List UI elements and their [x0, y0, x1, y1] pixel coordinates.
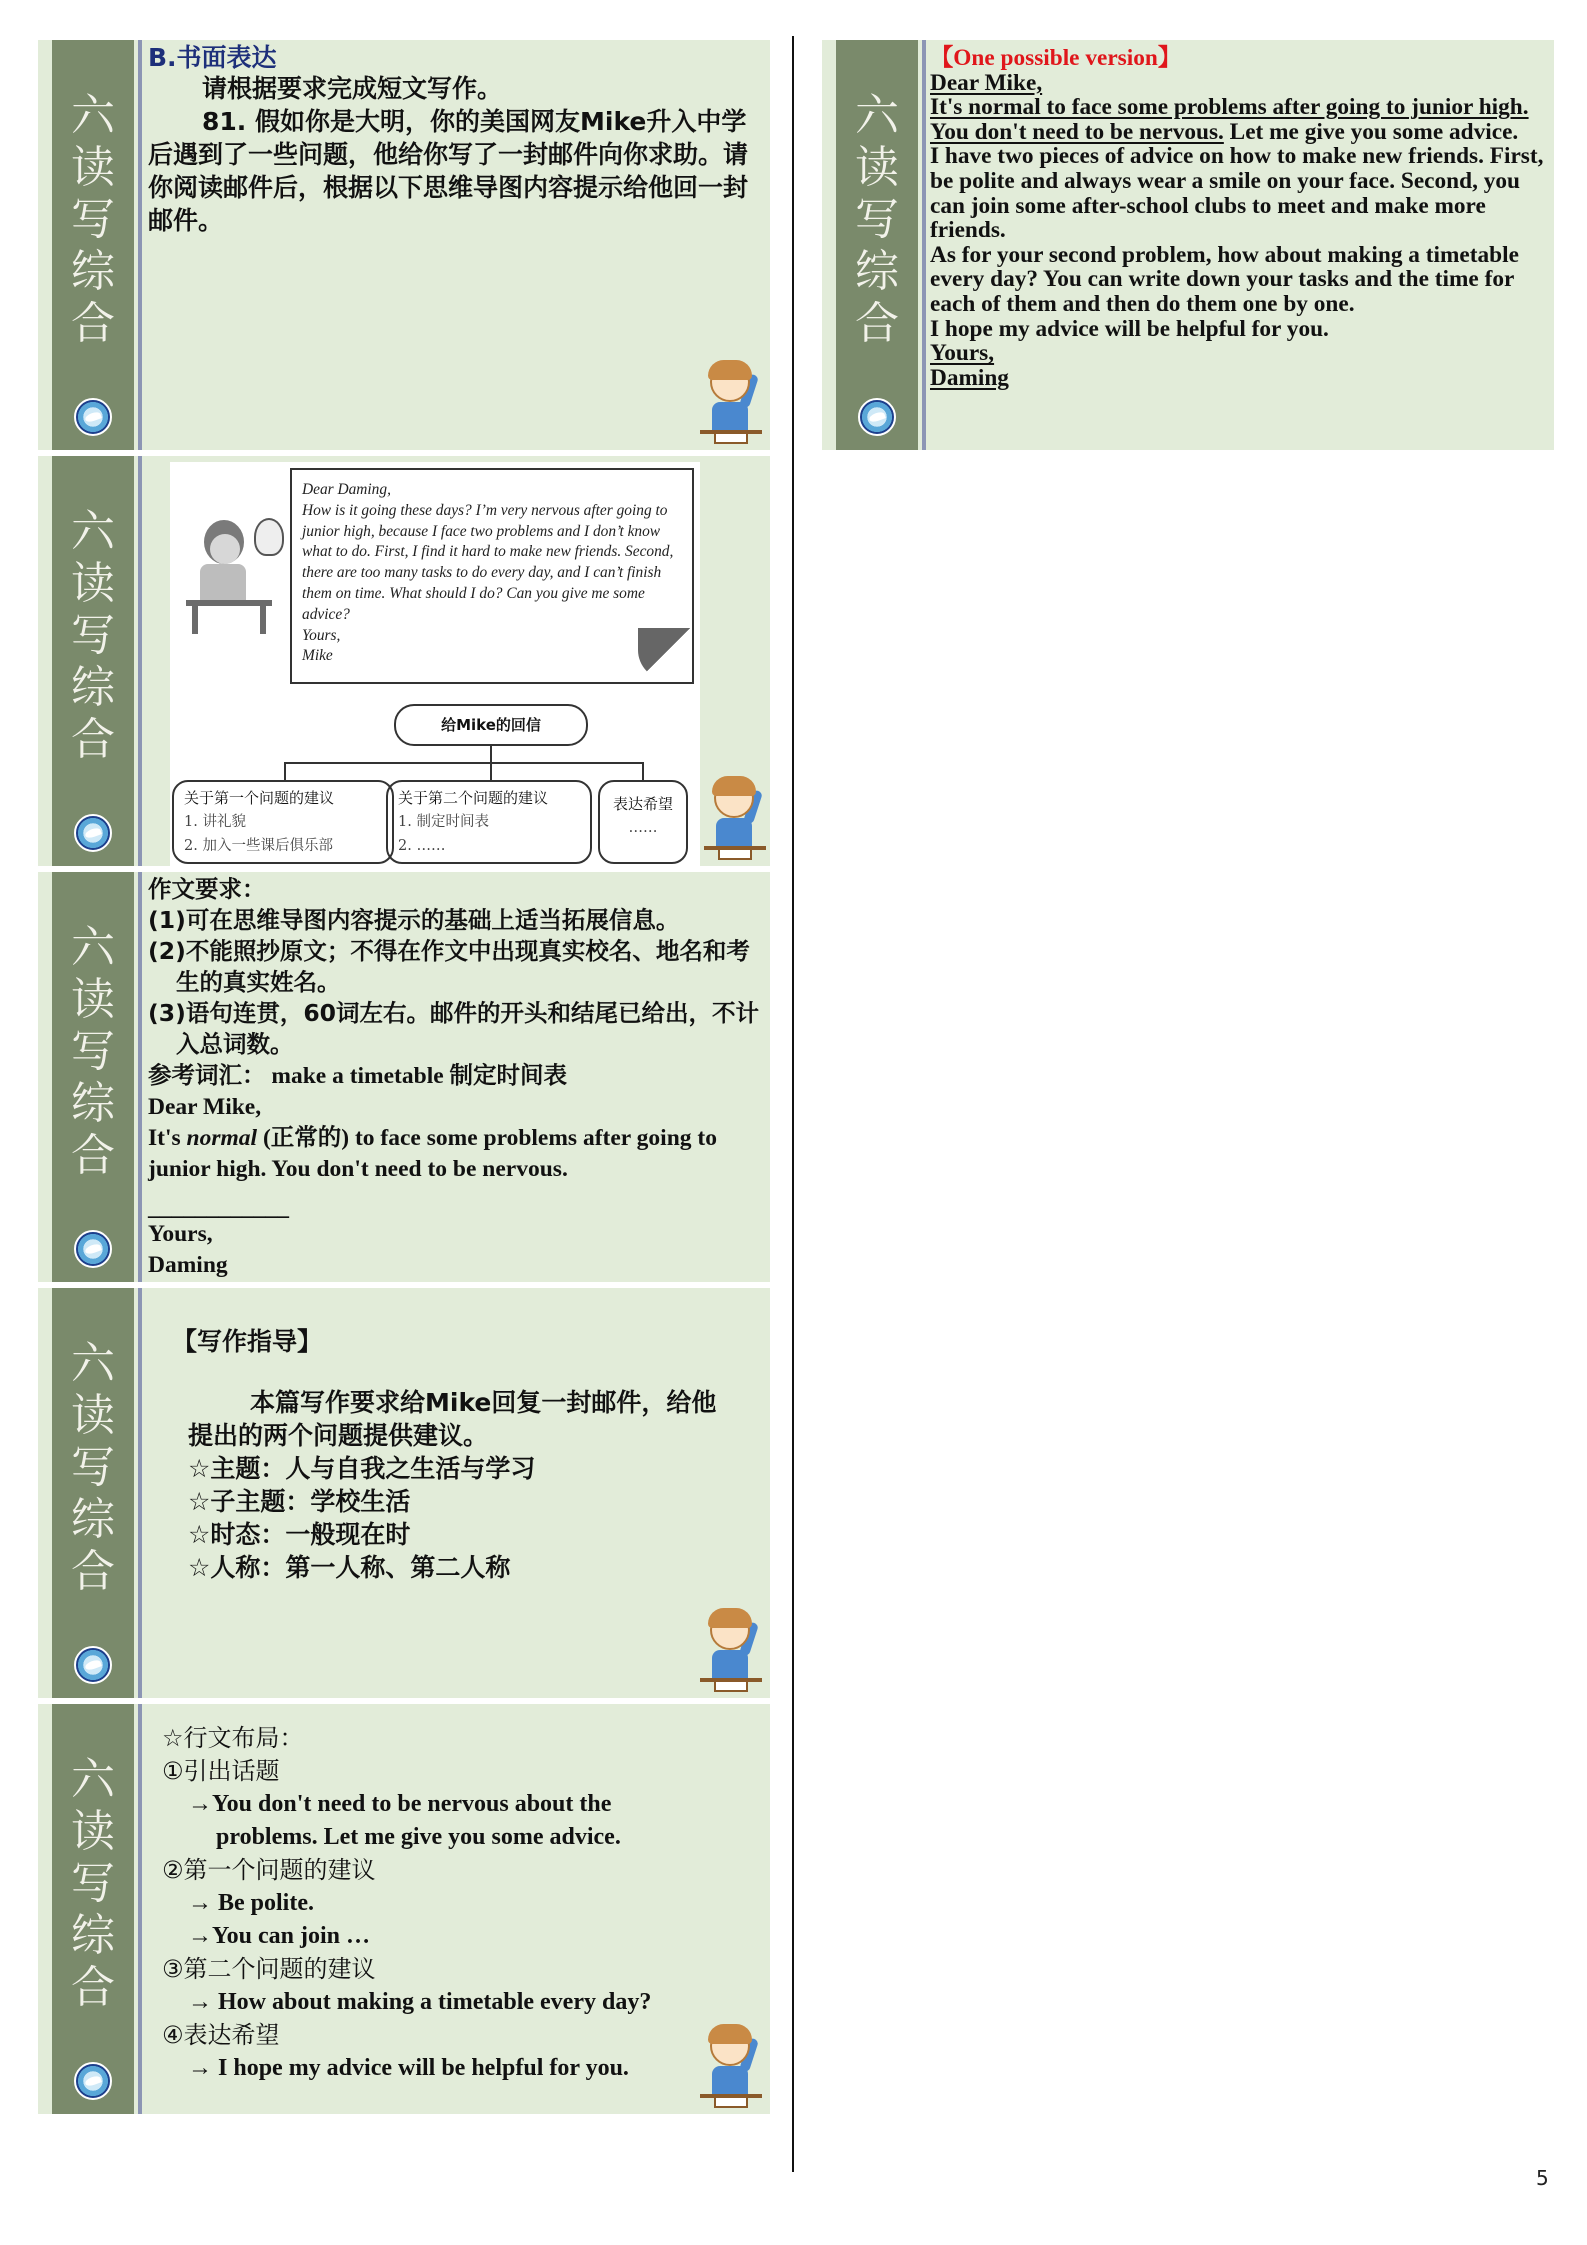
slide-requirements — [38, 872, 770, 1282]
school-logo-icon — [74, 2062, 112, 2100]
sample-signature: Daming — [930, 364, 1009, 391]
vocab-text: make a timetable 制定时间表 — [271, 1063, 568, 1089]
section-line: → I hope my advice will be helpful for you. — [188, 2055, 629, 2081]
sample-opening-underlined: It's normal to face some problems after going to junior high. You don't need to be nervous. — [930, 94, 1529, 145]
slide-structure — [38, 1704, 770, 2114]
mindmap-branch-1 — [172, 780, 394, 864]
branch-item: 1. 讲礼貌 — [184, 814, 246, 830]
reply-greeting: Dear Mike, — [148, 1094, 262, 1120]
sidebar-char: 合 — [71, 298, 115, 349]
sidebar-title — [52, 90, 134, 350]
section-line: → Be polite. — [188, 1890, 314, 1916]
question-text: 81. 假如你是大明，你的美国网友Mike升入中学后遇到了一些问题，他给你写了一封邮件向你求助。请你阅读邮件后，根据以下思维导图内容提示给他回一封邮件。 — [148, 107, 749, 235]
mindmap-branch-3 — [598, 780, 688, 864]
email-figure — [170, 462, 700, 866]
slide-content — [150, 460, 760, 862]
branch-item: 2. …… — [398, 838, 446, 854]
lightbulb-icon — [254, 518, 284, 556]
slide-email-mindmap — [38, 456, 770, 866]
sidebar-char: 读 — [71, 558, 115, 609]
section-label: ③第二个问题的建议 — [162, 1955, 376, 1983]
sidebar-title — [52, 1754, 134, 2014]
sidebar-char: 写 — [71, 1858, 115, 1909]
instruction-text: 请根据要求完成短文写作。 — [202, 74, 503, 103]
school-logo-icon — [74, 1646, 112, 1684]
letter-body: How is it going these days? I’m very nervous after going to junior high, because I face two problems and I don’t know what to do. First, I find it hard to make new friends. Second, there are too many tasks to do every day, and I can’t finish them on time. What should I do? Can you give me some advice? — [302, 501, 674, 623]
sidebar-char: 写 — [71, 1442, 115, 1493]
reply-closing: Yours, — [148, 1221, 213, 1247]
sample-paragraph-1 — [930, 95, 1544, 144]
sidebar-char: 合 — [71, 1546, 115, 1597]
sidebar-char: 六 — [71, 1338, 115, 1389]
sidebar-accent-line — [922, 40, 926, 450]
slide-content — [148, 1708, 760, 2110]
sidebar-char: 读 — [71, 142, 115, 193]
sample-title: 【One possible version】 — [930, 45, 1182, 71]
sample-paragraph-2: I have two pieces of advice on how to make new friends. First, be polite and always wear a smile on your face. Second, you can join some after-school clubs to meet and make more friends. — [930, 143, 1544, 244]
mindmap-connector — [490, 746, 492, 762]
school-logo-icon — [74, 1230, 112, 1268]
sidebar-char: 综 — [71, 1078, 115, 1129]
sidebar-char: 综 — [71, 662, 115, 713]
sidebar-title — [52, 922, 134, 1182]
sidebar-char: 写 — [71, 1026, 115, 1077]
guide-intro: 本篇写作要求给Mike回复一封邮件，给他提出的两个问题提供建议。 — [188, 1388, 717, 1450]
cartoon-student-icon — [700, 1608, 762, 1694]
vocab-line — [148, 1060, 760, 1092]
page-number: 5 — [1536, 2166, 1549, 2190]
branch-item: 1. 制定时间表 — [398, 814, 489, 830]
slide-writing-task — [38, 40, 770, 450]
section-label: ②第一个问题的建议 — [162, 1856, 376, 1884]
guide-point: ☆人称：第一人称、第二人称 — [188, 1553, 511, 1582]
school-logo-icon — [858, 398, 896, 436]
opening-text: It's — [148, 1125, 187, 1151]
opening-text: (正常的) to face some problems after going to junior high. You don't need to be nervous. — [148, 1125, 717, 1182]
reply-opening — [148, 1123, 760, 1185]
requirement-1: (1)可在思维导图内容提示的基础上适当拓展信息。 — [148, 906, 680, 934]
structure-title: ☆行文布局： — [162, 1724, 304, 1752]
guide-point: ☆主题：人与自我之生活与学习 — [188, 1454, 536, 1483]
reply-signature: Daming — [148, 1252, 228, 1278]
cartoon-student-icon — [700, 2024, 762, 2110]
slide-content — [148, 1292, 760, 1694]
mindmap-connector — [284, 762, 286, 780]
opening-italic: normal — [186, 1125, 258, 1151]
sidebar-accent-line — [138, 40, 142, 450]
slide-content — [930, 46, 1544, 446]
section-label: ①引出话题 — [162, 1757, 280, 1785]
sidebar-char: 读 — [71, 1390, 115, 1441]
mindmap-connector — [642, 762, 644, 780]
sidebar-accent-line — [138, 1704, 142, 2114]
mindmap-root: 给Mike的回信 — [394, 704, 588, 746]
sample-closing: Yours, — [930, 340, 995, 367]
section-line: →You can join … — [188, 1923, 371, 1949]
branch-item: 2. 加入一些课后俱乐部 — [184, 838, 333, 854]
mindmap-connector — [490, 762, 492, 780]
sidebar-char: 综 — [71, 246, 115, 297]
mindmap-connector — [284, 762, 642, 764]
requirement-2: (2)不能照抄原文；不得在作文中出现真实校名、地名和考生的真实姓名。 — [148, 937, 750, 996]
letter-closing: Yours, — [302, 626, 341, 644]
requirement-3: (3)语句连贯，60词左右。邮件的开头和结尾已给出，不计入总词数。 — [148, 999, 760, 1058]
sidebar-title — [52, 506, 134, 766]
guide-point: ☆时态：一般现在时 — [188, 1520, 411, 1549]
vocab-label: 参考词汇： — [148, 1061, 266, 1089]
sample-paragraph-4: I hope my advice will be helpful for you. — [930, 315, 1329, 342]
slide-sample-answer — [822, 40, 1554, 450]
sample-paragraph-3: As for your second problem, how about making a timetable every day? You can write down your tasks and the time for each of them and then do them one by one. — [930, 241, 1519, 317]
sidebar-title — [836, 90, 918, 350]
guide-body — [188, 1386, 728, 1584]
section-line: → How about making a timetable every day? — [188, 1989, 652, 2015]
letter-greeting: Dear Daming, — [302, 481, 391, 498]
section-label: ④表达希望 — [162, 2021, 280, 2049]
sidebar-char: 六 — [71, 506, 115, 557]
branch-title: 表达希望 — [612, 795, 673, 813]
sidebar-char: 读 — [71, 1806, 115, 1857]
section-line: problems. Let me give you some advice. — [216, 1824, 621, 1850]
sidebar-char: 六 — [855, 90, 899, 141]
sidebar-char: 综 — [71, 1910, 115, 1961]
slide-writing-guide — [38, 1288, 770, 1698]
sidebar-title — [52, 1338, 134, 1598]
sidebar-char: 读 — [71, 974, 115, 1025]
guide-point: ☆子主题：学校生活 — [188, 1487, 411, 1516]
section-line: →You don't need to be nervous about the — [188, 1791, 612, 1817]
letter-signature: Mike — [302, 647, 333, 665]
sidebar-char: 综 — [71, 1494, 115, 1545]
guide-title: 【写作指导】 — [172, 1327, 323, 1356]
branch-title: 关于第二个问题的建议 — [398, 789, 549, 807]
sidebar-char: 合 — [71, 714, 115, 765]
slide-content — [148, 44, 760, 446]
requirements-title: 作文要求： — [148, 875, 266, 903]
sidebar-accent-line — [138, 456, 142, 866]
sidebar-char: 写 — [71, 610, 115, 661]
sidebar-char: 合 — [855, 298, 899, 349]
sidebar-char: 六 — [71, 922, 115, 973]
mindmap-branch-2 — [386, 780, 592, 864]
sidebar-char: 六 — [71, 90, 115, 141]
column-divider — [792, 36, 794, 2172]
school-logo-icon — [74, 398, 112, 436]
sidebar-char: 写 — [71, 194, 115, 245]
cartoon-student-icon — [700, 360, 762, 446]
sidebar-char: 综 — [855, 246, 899, 297]
sidebar-char: 读 — [855, 142, 899, 193]
school-logo-icon — [74, 814, 112, 852]
sample-greeting: Dear Mike, — [930, 69, 1043, 96]
sidebar-accent-line — [138, 1288, 142, 1698]
section-heading: B.书面表达 — [148, 43, 277, 72]
slide-content — [148, 874, 760, 1278]
branch-item: …… — [628, 820, 658, 836]
sample-opening-rest: Let me give you some advice. — [1223, 118, 1519, 145]
sidebar-accent-line — [138, 872, 142, 1282]
sidebar-char: 合 — [71, 1962, 115, 2013]
answer-blank: ____________ — [148, 1195, 289, 1221]
sidebar-char: 写 — [855, 194, 899, 245]
sidebar-char: 合 — [71, 1130, 115, 1181]
sidebar-char: 六 — [71, 1754, 115, 1805]
mike-letter — [290, 468, 694, 684]
cartoon-student-icon — [704, 776, 766, 862]
branch-title: 关于第一个问题的建议 — [184, 789, 335, 807]
